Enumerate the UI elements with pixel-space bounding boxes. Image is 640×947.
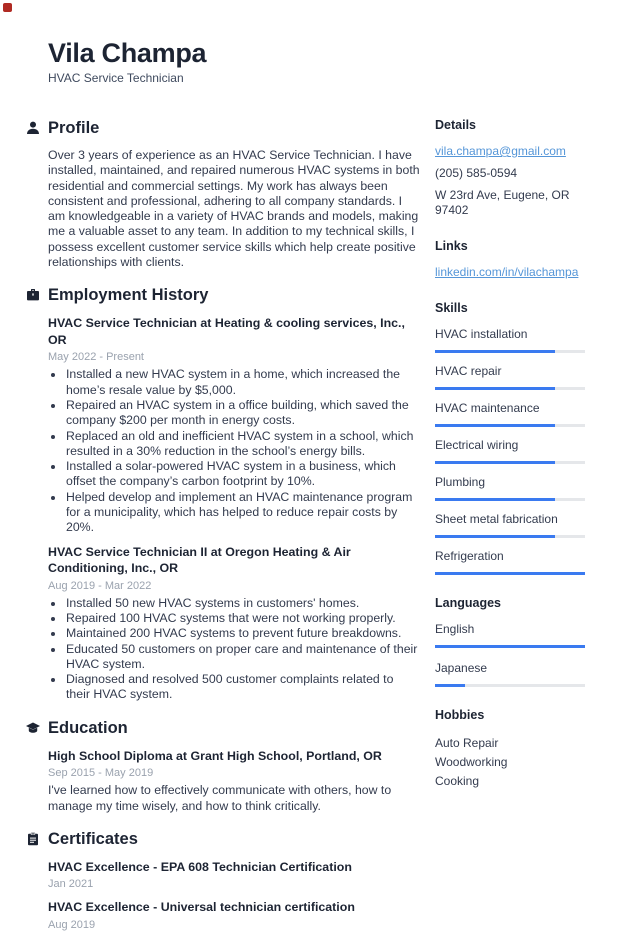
address: W 23rd Ave, Eugene, OR 97402 xyxy=(435,188,570,217)
skill-bar-fill xyxy=(435,461,555,464)
certificate-title: HVAC Excellence - Universal technician certification xyxy=(48,900,355,915)
job-dates: May 2022 - Present xyxy=(48,351,144,364)
hobbies-heading: Hobbies xyxy=(435,708,485,722)
phone-number: (205) 585-0594 xyxy=(435,166,518,180)
skill-bar-fill xyxy=(435,498,555,501)
employment-heading xyxy=(48,285,420,305)
briefcase-icon xyxy=(26,288,40,302)
person-icon xyxy=(26,121,40,135)
languages-heading: Languages xyxy=(435,596,501,610)
content-columns xyxy=(48,118,640,947)
job-bullet: • Replaced an old and inefficient HVAC system in a school, which resulted in a 30% reduction in the school’s energy bills. xyxy=(65,429,420,460)
skill-bar-fill xyxy=(435,572,585,575)
education-heading xyxy=(48,718,420,738)
language-bar-fill xyxy=(435,684,465,687)
education-dates: Sep 2015 - May 2019 xyxy=(48,767,154,780)
job-bullet: • Maintained 200 HVAC systems to prevent future breakdowns. xyxy=(65,626,420,641)
links-list xyxy=(435,265,587,280)
education-title: High School Diploma at Grant High School, Portland, OR xyxy=(48,748,382,763)
certificate-dates: Jan 2021 xyxy=(48,878,94,891)
hobby-item: Woodworking xyxy=(435,755,508,769)
skill-bar-track xyxy=(435,424,585,427)
job-bullet: • Installed 50 new HVAC systems in customers' homes. xyxy=(65,596,420,611)
language-bar-track xyxy=(435,645,585,648)
skill-bar-fill xyxy=(435,350,555,353)
job-bullet-list xyxy=(48,596,420,703)
hobbies-list xyxy=(435,734,587,791)
certificate-list xyxy=(48,859,420,932)
hobby-item: Cooking xyxy=(435,774,480,788)
language-item xyxy=(435,661,587,687)
skill-bar-track xyxy=(435,350,585,353)
job-bullet: • Repaired an HVAC system in a office building, which saved the company $200 per month in energy costs. xyxy=(65,398,420,429)
linkedin-link[interactable]: linkedin.com/in/vilachampa xyxy=(435,265,579,279)
job-bullet-list xyxy=(48,367,420,535)
skill-label: HVAC maintenance xyxy=(435,401,540,415)
skill-label: Refrigeration xyxy=(435,549,504,563)
certificate-title: HVAC Excellence - EPA 608 Technician Certification xyxy=(48,859,352,874)
candidate-name: Vila Champa xyxy=(48,38,207,68)
skill-bar-track xyxy=(435,461,585,464)
job-bullet: • Helped develop and implement an HVAC maintenance program for a municipality, which has helped to reduce repair costs by 20%. xyxy=(65,490,420,536)
education-heading-label: Education xyxy=(48,718,128,737)
certificates-section xyxy=(48,829,420,932)
details-heading: Details xyxy=(435,118,476,132)
skill-bar-track xyxy=(435,387,585,390)
language-label: Japanese xyxy=(435,661,488,675)
skills-list xyxy=(435,327,587,575)
job-title: HVAC Service Technician at Heating & cooling services, Inc., OR xyxy=(48,316,405,347)
skill-item xyxy=(435,549,587,575)
skill-bar-fill xyxy=(435,535,555,538)
hobby-item: Auto Repair xyxy=(435,736,499,750)
job-bullet: • Educated 50 customers on proper care and maintenance of their HVAC system. xyxy=(65,642,420,673)
job-bullet: • Installed a solar-powered HVAC system in a business, which offset the company’s carbon footprint by 10%. xyxy=(65,459,420,490)
resume-header xyxy=(48,38,640,85)
profile-section xyxy=(48,118,420,270)
language-bar-track xyxy=(435,684,585,687)
email-row xyxy=(435,144,587,159)
skill-label: HVAC installation xyxy=(435,327,528,341)
link-row xyxy=(435,265,587,280)
profile-heading-label: Profile xyxy=(48,119,100,137)
certificate-entry xyxy=(48,859,420,892)
details-section xyxy=(435,118,587,218)
languages-list xyxy=(435,622,587,687)
job-bullet: • Diagnosed and resolved 500 customer complaints related to their HVAC system. xyxy=(65,672,420,703)
certificate-dates: Aug 2019 xyxy=(48,918,96,931)
skills-heading: Skills xyxy=(435,301,468,315)
main-column xyxy=(48,118,420,947)
certificate-entry xyxy=(48,899,420,932)
employment-section xyxy=(48,285,420,702)
education-description: I've learned how to effectively communicate with others, how to manage my time wisely, and how to think critically. xyxy=(48,783,392,813)
graduation-cap-icon xyxy=(26,721,40,735)
language-label: English xyxy=(435,622,475,636)
corner-marker xyxy=(3,3,12,12)
education-list xyxy=(48,748,420,814)
skill-item xyxy=(435,327,587,353)
skill-label: HVAC repair xyxy=(435,364,502,378)
employment-heading-label: Employment History xyxy=(48,286,209,305)
hobbies-section xyxy=(435,708,587,791)
skill-item xyxy=(435,364,587,390)
skill-bar-track xyxy=(435,498,585,501)
job-bullet: • Installed a new HVAC system in a home, which increased the home’s resale value by $5,000. xyxy=(65,367,420,398)
links-section xyxy=(435,239,587,280)
profile-text: Over 3 years of experience as an HVAC Service Technician. I have installed, maintained, and repaired numerous HVAC systems in both residential and commercial settings. My work has always been consistent and professional, adhering to all company standards. I am knowledgeable in a variety of HVAC brands and models, making me a valuable asset to any team. In addition to my technical skills, I possess excellent customer service skills which help create positive relationships with clients. xyxy=(48,148,420,270)
skill-bar-fill xyxy=(435,424,555,427)
skills-section xyxy=(435,301,587,575)
skill-label: Plumbing xyxy=(435,475,486,489)
skill-bar-track xyxy=(435,572,585,575)
job-title: HVAC Service Technician II at Oregon Heating & Air Conditioning, Inc., OR xyxy=(48,544,351,576)
skill-item xyxy=(435,438,587,464)
sidebar-column xyxy=(435,118,587,947)
skill-item xyxy=(435,401,587,427)
skill-bar-track xyxy=(435,535,585,538)
skill-label: Electrical wiring xyxy=(435,438,519,452)
education-entry xyxy=(48,748,420,814)
job-entry xyxy=(48,315,420,535)
skill-item xyxy=(435,512,587,538)
email-link[interactable]: vila.champa@gmail.com xyxy=(435,144,566,158)
languages-section xyxy=(435,596,587,687)
profile-heading xyxy=(48,118,420,138)
education-section xyxy=(48,718,420,814)
job-bullet: • Repaired 100 HVAC systems that were not working properly. xyxy=(65,611,420,626)
skill-bar-fill xyxy=(435,387,555,390)
language-bar-fill xyxy=(435,645,585,648)
clipboard-icon xyxy=(26,832,40,846)
skill-label: Sheet metal fabrication xyxy=(435,512,558,526)
certificates-heading xyxy=(48,829,420,849)
certificates-heading-label: Certificates xyxy=(48,829,138,848)
skill-item xyxy=(435,475,587,501)
candidate-job-title: HVAC Service Technician xyxy=(48,71,184,85)
links-heading: Links xyxy=(435,239,468,253)
job-list xyxy=(48,315,420,702)
language-item xyxy=(435,622,587,648)
job-dates: Aug 2019 - Mar 2022 xyxy=(48,579,152,592)
job-entry xyxy=(48,544,420,703)
